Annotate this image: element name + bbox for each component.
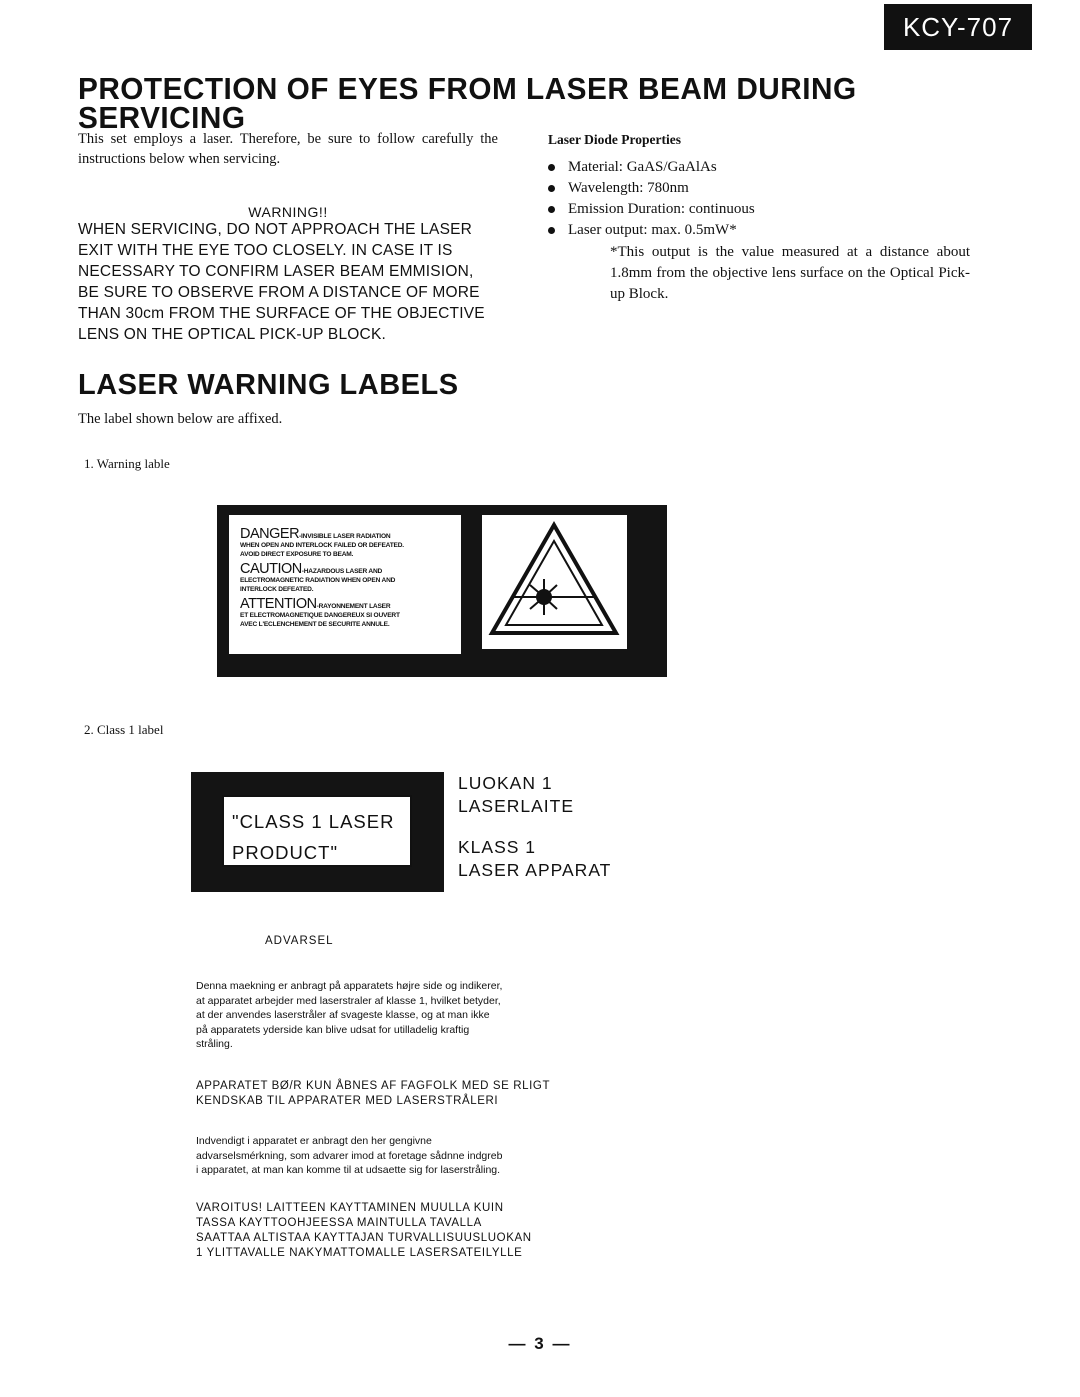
section-title: LASER WARNING LABELS bbox=[78, 369, 459, 401]
text-line: TASSA KAYTTOOHJEESSA MAINTULLA TAVALLA bbox=[196, 1217, 482, 1229]
warning-label-text bbox=[229, 515, 461, 654]
list-item-text: Wavelength: 780nm bbox=[568, 180, 689, 196]
affixed-text: The label shown below are affixed. bbox=[78, 411, 283, 427]
page-title: PROTECTION OF EYES FROM LASER BEAM DURING SERVICING bbox=[78, 71, 857, 135]
warning-title: WARNING!! bbox=[248, 204, 328, 220]
text-line: APPARATET BØ/R KUN ÅBNES AF FAGFOLK MED SE RLIGT bbox=[196, 1080, 551, 1092]
bullet-icon bbox=[548, 206, 555, 213]
laser-diode-list bbox=[548, 157, 978, 241]
laser-output-note: *This output is the value measured at a distance about 1.8mm from the objective lens surface on the Optical Pick-up Block. bbox=[610, 244, 970, 302]
caution-heading: CAUTION bbox=[240, 561, 302, 577]
laser-hazard-icon bbox=[482, 515, 627, 649]
attention-line: AVEC L'ECLENCHEMENT DE SECURITE ANNULE. bbox=[240, 621, 390, 628]
attention-sub: -RAYONNEMENT LASER bbox=[316, 603, 391, 610]
text-line: 1 YLITTAVALLE NAKYMATTOMALLE LASERSATEILYLLE bbox=[196, 1247, 523, 1259]
class-label-line: "CLASS 1 LASER bbox=[232, 811, 395, 832]
danish-paragraph-2 bbox=[196, 1079, 606, 1109]
bullet-icon bbox=[548, 227, 555, 234]
intro-text: This set employs a laser. Therefore, be sure to follow carefully the instructions below when servicing. bbox=[78, 131, 498, 167]
list-item-text: Emission Duration: continuous bbox=[568, 201, 755, 217]
text-line: på apparatets yderside kan blive udsat for utilladelig kraftig bbox=[196, 1023, 470, 1036]
warning-line: THAN 30cm FROM THE SURFACE OF THE OBJECTIVE bbox=[78, 305, 485, 322]
danger-block bbox=[240, 526, 461, 559]
text-line: Denna maekning er anbragt på apparatets højre side og indikerer, bbox=[196, 980, 503, 992]
finnish-line: LUOKAN 1 bbox=[458, 773, 553, 793]
class-label-box bbox=[222, 795, 412, 867]
item-class-label: 2. Class 1 label bbox=[84, 722, 164, 737]
finnish-paragraph bbox=[196, 1201, 606, 1261]
model-badge: KCY-707 bbox=[884, 4, 1032, 50]
list-item bbox=[548, 220, 978, 241]
caution-block bbox=[240, 561, 461, 594]
text-line: at der anvendes laserstråler af svageste klasse, og at man ikke bbox=[196, 1009, 490, 1021]
page-number: — 3 — bbox=[508, 1334, 572, 1353]
text-line: SAATTAA ALTISTAA KAYTTAJAN TURVALLISUUSLUOKAN bbox=[196, 1232, 532, 1244]
text-line: at apparatet arbejder med laserstraler af klasse 1, hvilket betyder, bbox=[196, 994, 501, 1007]
finnish-line: LASERLAITE bbox=[458, 796, 575, 816]
caution-line: ELECTROMAGNETIC RADIATION WHEN OPEN AND bbox=[240, 577, 396, 584]
danish-paragraph-3 bbox=[196, 1134, 606, 1178]
item-warning-label: 1. Warning lable bbox=[84, 456, 170, 471]
text-line: Indvendigt i apparatet er anbragt den her gengivne bbox=[196, 1135, 432, 1147]
swedish-line: KLASS 1 bbox=[458, 837, 537, 857]
caution-sub: -HAZARDOUS LASER AND bbox=[301, 568, 383, 575]
list-item-text: Laser output: max. 0.5mW* bbox=[568, 222, 737, 238]
laser-diode-heading: Laser Diode Properties bbox=[548, 132, 681, 147]
list-item bbox=[548, 178, 978, 199]
text-line: KENDSKAB TIL APPARATER MED LASERSTRÅLERI bbox=[196, 1095, 499, 1107]
attention-heading: ATTENTION bbox=[240, 596, 317, 612]
advarsel-title: ADVARSEL bbox=[265, 935, 334, 947]
list-item bbox=[548, 199, 978, 220]
danish-paragraph-1 bbox=[196, 979, 606, 1052]
text-line: stråling. bbox=[196, 1038, 233, 1050]
bullet-icon bbox=[548, 164, 555, 171]
list-item-text: Material: GaAS/GaAlAs bbox=[568, 159, 717, 175]
bullet-icon bbox=[548, 185, 555, 192]
warning-line: WHEN SERVICING, DO NOT APPROACH THE LASER bbox=[78, 221, 473, 238]
danger-sub: -INVISIBLE LASER RADIATION bbox=[299, 533, 391, 540]
warning-line: BE SURE TO OBSERVE FROM A DISTANCE OF MORE bbox=[78, 284, 480, 301]
laser-hazard-symbol bbox=[482, 515, 627, 649]
text-line: advarselsmérkning, som advarer imod at foretage sådnne indgreb bbox=[196, 1149, 503, 1162]
caution-line: INTERLOCK DEFEATED. bbox=[240, 586, 314, 593]
swedish-line: LASER APPARAT bbox=[458, 860, 612, 880]
warning-line: NECESSARY TO CONFIRM LASER BEAM EMMISION, bbox=[78, 263, 474, 280]
warning-text bbox=[78, 219, 498, 345]
class-label-line: PRODUCT" bbox=[232, 842, 339, 863]
danger-heading: DANGER bbox=[240, 526, 300, 542]
text-line: i apparatet, at man kan komme til at udsaette sig for laserstråling. bbox=[196, 1164, 501, 1176]
attention-block bbox=[240, 596, 461, 629]
danger-line: AVOID DIRECT EXPOSURE TO BEAM. bbox=[240, 551, 354, 558]
list-item bbox=[548, 157, 978, 178]
warning-line: EXIT WITH THE EYE TOO CLOSELY. IN CASE IT IS bbox=[78, 242, 453, 259]
text-line: VAROITUS! LAITTEEN KAYTTAMINEN MUULLA KUIN bbox=[196, 1202, 504, 1214]
attention-line: ET ELECTROMAGNETIQUE DANGEREUX SI OUVERT bbox=[240, 612, 400, 619]
danger-line: WHEN OPEN AND INTERLOCK FAILED OR DEFEATED. bbox=[240, 542, 404, 549]
class-label-translations bbox=[458, 772, 611, 882]
warning-line: LENS ON THE OPTICAL PICK-UP BLOCK. bbox=[78, 326, 386, 343]
